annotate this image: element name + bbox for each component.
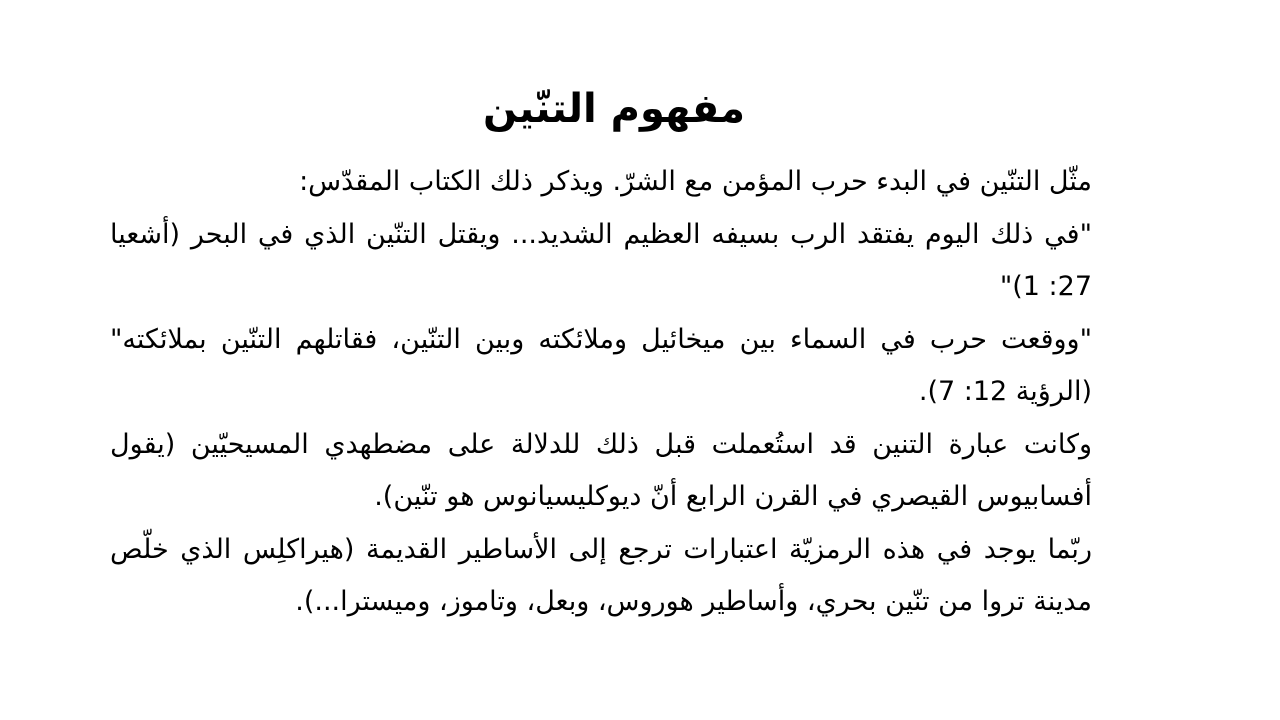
quote-revelation: "ووقعت حرب في السماء بين ميخائيل وملائكته وبين التنّين، فقاتلهم التنّين بملائكته" (الرؤية 12: 7). (110, 323, 1092, 407)
slide-title: مفهوم التنّين (483, 86, 745, 132)
slide-body (110, 156, 1092, 629)
paragraph-persecutors: وكانت عبارة التنين قد استُعملت قبل ذلك للدلالة على مضطهدي المسيحيّين (يقول أفسابيوس القيصري في القرن الرابع أنّ ديوكليسيانوس هو تنّين). (110, 428, 1092, 512)
paragraph-mythology: ربّما يوجد في هذه الرمزيّة اعتبارات ترجع إلى الأساطير القديمة (هيراكلِس الذي خلّص مدينة تروا من تنّين بحري، وأساطير هوروس، وبعل، وتاموز، وميسترا...). (110, 533, 1092, 617)
quote-isaiah: "في ذلك اليوم يفتقد الرب بسيفه العظيم الشديد... ويقتل التنّين الذي في البحر (أشعيا 27: 1)" (110, 218, 1092, 302)
paragraph-intro: مثّل التنّين في البدء حرب المؤمن مع الشرّ. ويذكر ذلك الكتاب المقدّس: (299, 166, 1092, 197)
